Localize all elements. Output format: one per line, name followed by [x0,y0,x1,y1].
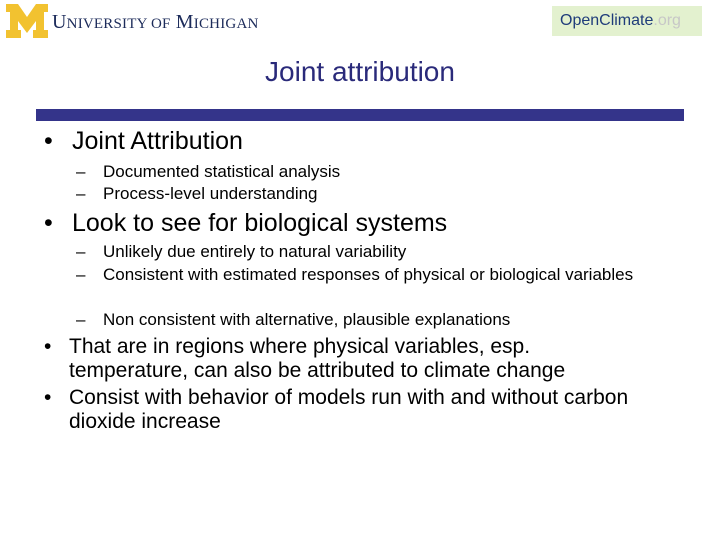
sub-bullet-text: Process-level understanding [103,184,318,203]
bullet-marker: • [44,209,53,237]
sub-bullet-text: Non consistent with alternative, plausible explanations [103,310,511,329]
slide-title: Joint attribution [265,56,455,87]
sub-bullet-text: Documented statistical analysis [103,162,341,181]
sub-bullet [76,264,656,285]
bullet-biological-systems [44,209,684,238]
bullet-text: That are in regions where physical variables, esp. temperature, can also be attributed to climate change [69,335,566,382]
sub-bullet [76,161,676,182]
dash-marker: – [76,162,86,181]
bullet-marker: • [44,335,52,358]
badge-org-text: .org [653,12,681,29]
sub-bullet-text: Consistent with estimated responses of physical or biological variables [103,265,634,284]
sub-bullet-text: Unlikely due entirely to natural variability [103,242,407,261]
bullet-text: Look to see for biological systems [72,209,448,237]
dash-marker: – [76,184,86,203]
sub-bullet [76,309,676,330]
bullet-regions [44,335,644,383]
bullet-models [44,386,644,434]
bullet-marker: • [44,386,52,409]
bullet-marker: • [44,127,53,155]
dash-marker: – [76,242,86,261]
dash-marker: – [76,265,86,284]
sub-bullet [76,241,676,262]
sub-bullet [76,183,676,204]
bullet-text: Joint Attribution [72,127,243,155]
badge-open-text: Open [560,12,600,29]
bullet-joint-attribution [44,127,684,156]
university-name: UNIVERSITY OF MICHIGAN [52,10,259,33]
bullet-text: Consist with behavior of models run with and without carbon dioxide increase [69,386,629,433]
dash-marker: – [76,310,86,329]
badge-climate-text: Climate [599,12,654,29]
